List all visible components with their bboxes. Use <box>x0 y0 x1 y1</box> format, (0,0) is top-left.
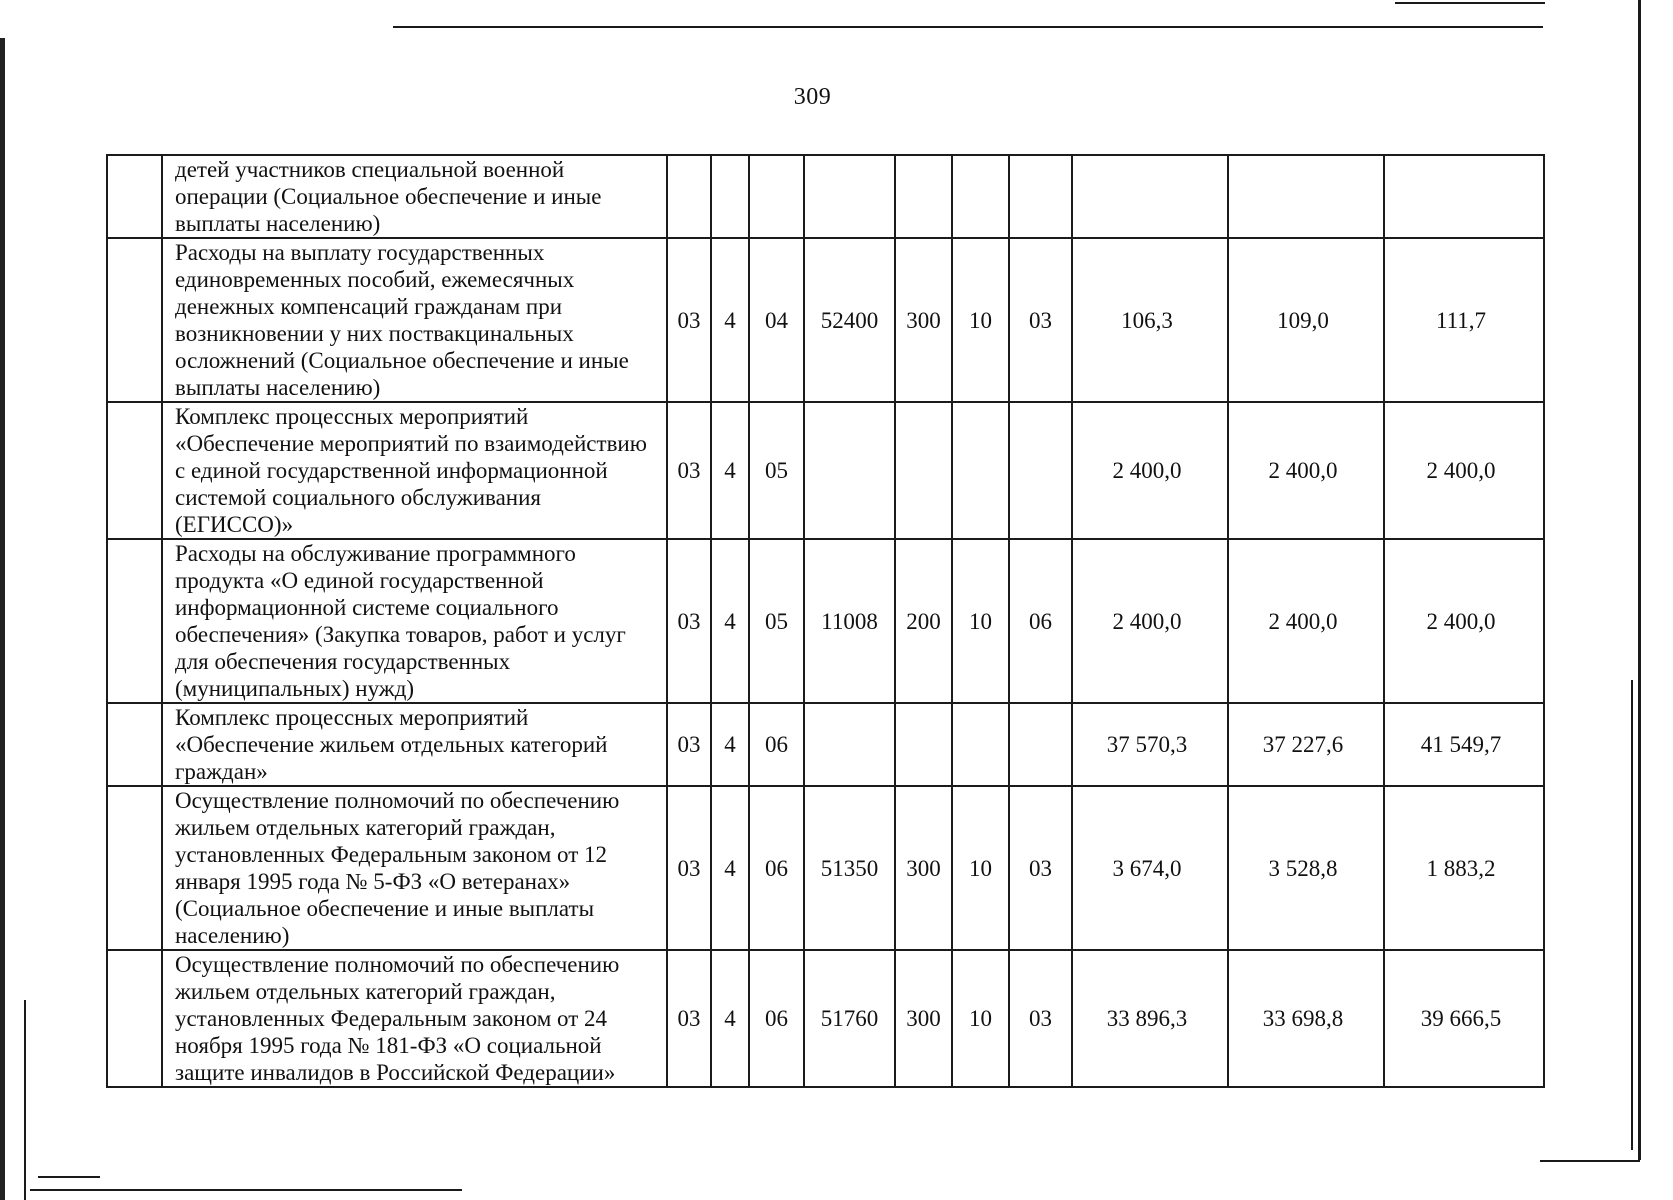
code-cell: 03 <box>667 539 711 703</box>
row-index-cell <box>107 402 162 539</box>
code-cell: 03 <box>667 703 711 786</box>
amount-cell: 1 883,2 <box>1384 786 1544 950</box>
scan-bottom-line <box>30 1189 462 1191</box>
table-row <box>107 786 1544 950</box>
code-cell <box>804 402 895 539</box>
amount-cell: 33 698,8 <box>1228 950 1384 1087</box>
code-cell: 200 <box>895 539 952 703</box>
scan-left-border <box>0 38 5 1200</box>
amount-cell: 111,7 <box>1384 238 1544 402</box>
scan-right-inner-border <box>1631 680 1633 1150</box>
code-cell: 300 <box>895 238 952 402</box>
code-cell: 4 <box>711 950 749 1087</box>
page-number: 309 <box>793 84 832 110</box>
code-cell: 10 <box>952 539 1009 703</box>
code-cell <box>667 155 711 238</box>
amount-cell <box>1072 155 1228 238</box>
code-cell: 4 <box>711 402 749 539</box>
scan-bottom-right-line <box>1540 1160 1640 1162</box>
code-cell: 52400 <box>804 238 895 402</box>
amount-cell: 2 400,0 <box>1072 539 1228 703</box>
scan-top-line <box>393 26 1543 28</box>
table-row <box>107 950 1544 1087</box>
table-row <box>107 703 1544 786</box>
row-index-cell <box>107 703 162 786</box>
row-description: Осуществление полномочий по обеспечению жильем отдельных категорий граждан, установленных Федеральным законом от 12 января 1995 года № 5-ФЗ «О ветеранах» (Социальное обеспечение и иные выплаты населению) <box>162 786 667 950</box>
row-index-cell <box>107 950 162 1087</box>
row-description: Расходы на обслуживание программного продукта «О единой государственной информационной системе социального обеспечения» (Закупка товаров, работ и услуг для обеспечения государственных (муниципальных) нужд) <box>162 539 667 703</box>
code-cell: 06 <box>749 703 804 786</box>
row-description: Расходы на выплату государственных единовременных пособий, ежемесячных денежных компенсаций гражданам при возникновении у них поствакцинальных осложнений (Социальное обеспечение и иные выплаты населению) <box>162 238 667 402</box>
scan-top-right-line <box>1395 2 1545 4</box>
code-cell: 03 <box>1009 238 1072 402</box>
code-cell <box>1009 402 1072 539</box>
code-cell <box>804 703 895 786</box>
table-row <box>107 539 1544 703</box>
row-description: Комплекс процессных мероприятий «Обеспечение мероприятий по взаимодействию с единой государственной информационной системой социального обслуживания (ЕГИССО)» <box>162 402 667 539</box>
amount-cell: 41 549,7 <box>1384 703 1544 786</box>
amount-cell: 37 227,6 <box>1228 703 1384 786</box>
amount-cell <box>1384 155 1544 238</box>
code-cell <box>895 402 952 539</box>
amount-cell: 2 400,0 <box>1384 539 1544 703</box>
code-cell: 03 <box>667 402 711 539</box>
code-cell <box>749 155 804 238</box>
code-cell: 04 <box>749 238 804 402</box>
amount-cell: 3 674,0 <box>1072 786 1228 950</box>
budget-table <box>106 154 1545 1088</box>
code-cell: 10 <box>952 950 1009 1087</box>
row-index-cell <box>107 155 162 238</box>
code-cell: 4 <box>711 703 749 786</box>
table-row <box>107 155 1544 238</box>
row-description: детей участников специальной военной операции (Социальное обеспечение и иные выплаты населению) <box>162 155 667 238</box>
amount-cell: 2 400,0 <box>1384 402 1544 539</box>
row-index-cell <box>107 786 162 950</box>
amount-cell <box>1228 155 1384 238</box>
amount-cell: 109,0 <box>1228 238 1384 402</box>
code-cell: 03 <box>667 950 711 1087</box>
code-cell <box>804 155 895 238</box>
code-cell: 06 <box>749 950 804 1087</box>
code-cell: 4 <box>711 539 749 703</box>
code-cell: 06 <box>1009 539 1072 703</box>
code-cell <box>895 703 952 786</box>
code-cell <box>952 402 1009 539</box>
code-cell <box>895 155 952 238</box>
code-cell: 06 <box>749 786 804 950</box>
code-cell: 03 <box>1009 786 1072 950</box>
table-row <box>107 402 1544 539</box>
amount-cell: 2 400,0 <box>1228 539 1384 703</box>
amount-cell: 39 666,5 <box>1384 950 1544 1087</box>
code-cell: 4 <box>711 786 749 950</box>
code-cell: 10 <box>952 238 1009 402</box>
code-cell: 05 <box>749 539 804 703</box>
scan-bottom-left-line <box>38 1176 100 1178</box>
row-index-cell <box>107 238 162 402</box>
scan-right-border <box>1638 0 1641 1160</box>
code-cell <box>952 155 1009 238</box>
code-cell: 05 <box>749 402 804 539</box>
code-cell <box>1009 155 1072 238</box>
row-index-cell <box>107 539 162 703</box>
code-cell: 51350 <box>804 786 895 950</box>
amount-cell: 2 400,0 <box>1228 402 1384 539</box>
scan-left-inner-border <box>24 1000 26 1200</box>
amount-cell: 33 896,3 <box>1072 950 1228 1087</box>
row-description: Комплекс процессных мероприятий «Обеспечение жильем отдельных категорий граждан» <box>162 703 667 786</box>
code-cell: 300 <box>895 786 952 950</box>
amount-cell: 2 400,0 <box>1072 402 1228 539</box>
code-cell: 4 <box>711 238 749 402</box>
code-cell <box>1009 703 1072 786</box>
code-cell: 10 <box>952 786 1009 950</box>
code-cell: 300 <box>895 950 952 1087</box>
code-cell: 03 <box>1009 950 1072 1087</box>
code-cell <box>711 155 749 238</box>
code-cell <box>952 703 1009 786</box>
amount-cell: 37 570,3 <box>1072 703 1228 786</box>
code-cell: 11008 <box>804 539 895 703</box>
amount-cell: 3 528,8 <box>1228 786 1384 950</box>
row-description: Осуществление полномочий по обеспечению жильем отдельных категорий граждан, установленных Федеральным законом от 24 ноября 1995 года № 181-ФЗ «О социальной защите инвалидов в Российской Федерации» <box>162 950 667 1087</box>
code-cell: 03 <box>667 238 711 402</box>
code-cell: 51760 <box>804 950 895 1087</box>
code-cell: 03 <box>667 786 711 950</box>
amount-cell: 106,3 <box>1072 238 1228 402</box>
table-row <box>107 238 1544 402</box>
